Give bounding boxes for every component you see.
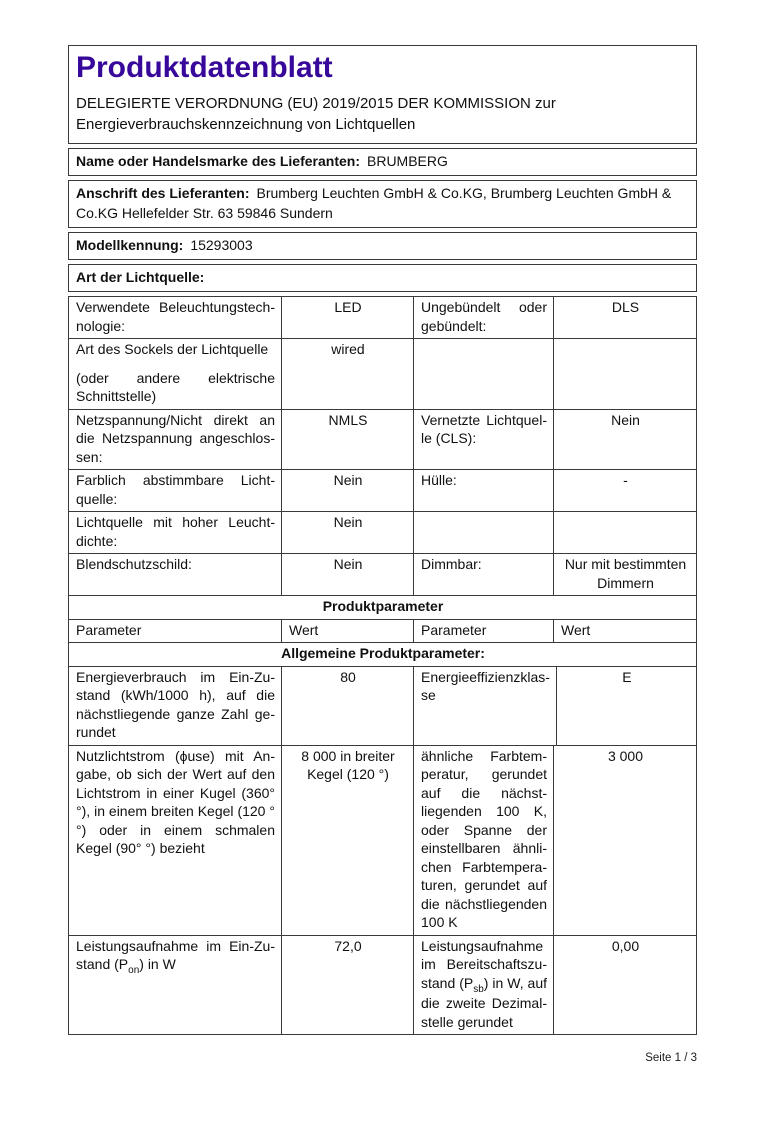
- param-cell: Dimmbar:: [413, 554, 553, 595]
- light-source-type-row: [68, 264, 697, 292]
- param-cell: [69, 339, 281, 409]
- light-source-type-label: Art der Lichtquelle:: [76, 269, 205, 285]
- page-title: Produktdatenblatt: [76, 51, 333, 84]
- param-text: ) in W, auf die zweite Dezimalstelle gerundet: [421, 974, 548, 1030]
- param-cell: Lichtquelle mit hoher Leuchtdichte:: [76, 514, 275, 549]
- value-cell: Nein: [281, 470, 413, 511]
- table-subsection-row: [69, 642, 696, 666]
- value-cell: Nein: [281, 554, 413, 595]
- table-section-row: [69, 595, 696, 619]
- value-cell: 72,0: [281, 936, 413, 1035]
- table-row-energy-consumption: [69, 666, 696, 745]
- param-cell: Energieverbrauch im Ein-Zustand (kWh/1000 h), auf die nächstliegende ganze Zahl gerundet: [76, 668, 275, 740]
- page-subtitle: DELEGIERTE VERORDNUNG (EU) 2019/2015 DER KOMMISSION zur Energieverbrauchskennzeichnung von Lichtquellen: [76, 95, 556, 133]
- value-cell: [553, 512, 696, 553]
- value-cell: 8 000 in breiter Kegel (120 °): [281, 746, 413, 935]
- param-cell: ähnliche Farbtemperatur, gerundet auf die nächstliegenden 100 K, oder Spanne der einstellbaren ähnlichen Farbtemperaturen, gerundet auf die nächstliegenden 100 K: [413, 746, 553, 935]
- table-row-colour-tunable: [69, 469, 696, 511]
- param-text: ) in W: [139, 956, 176, 972]
- table-header-row: [69, 619, 696, 643]
- column-header-wert: Wert: [553, 620, 696, 643]
- table-row-technology: [69, 297, 696, 338]
- column-header-parameter: Parameter: [76, 621, 142, 638]
- value-cell: 3 000: [553, 746, 696, 935]
- page-number: Seite 1 / 3: [645, 1052, 697, 1065]
- value-cell: DLS: [553, 297, 696, 338]
- param-cell: [413, 339, 553, 409]
- supplier-address-label: Anschrift des Lieferanten:: [76, 185, 250, 201]
- document-page: [68, 45, 697, 1064]
- value-cell: Nein: [281, 512, 413, 553]
- value-cell: E: [556, 667, 696, 745]
- value-cell: Nein: [553, 410, 696, 470]
- param-cell: Ungebündelt oder gebündelt:: [413, 297, 553, 338]
- supplier-name-row: [68, 148, 697, 176]
- supplier-address-row: [68, 180, 697, 228]
- supplier-name-label: Name oder Handelsmarke des Lieferanten:: [76, 153, 360, 169]
- table-row-mains-voltage: [69, 409, 696, 470]
- param-cell: Verwendete Beleuchtungstechnologie:: [76, 299, 275, 334]
- param-cell: [69, 936, 281, 1035]
- table-row-power-on-state: [69, 935, 696, 1035]
- param-text: Leistungsaufnahme im Bereitschaftszustand (P: [421, 937, 547, 991]
- value-cell: 0,00: [553, 936, 696, 1035]
- table-row-socket: [69, 338, 696, 409]
- table-row-high-luminance: [69, 511, 696, 553]
- model-id-label: Modellkennung:: [76, 237, 184, 253]
- subscript-on: on: [128, 964, 140, 976]
- value-cell: LED: [281, 297, 413, 338]
- value-cell: -: [553, 470, 696, 511]
- title-section: [68, 45, 697, 144]
- param-cell: Vernetzte Lichtquelle (CLS):: [413, 410, 553, 470]
- model-id-row: [68, 232, 697, 260]
- param-cell: Farblich abstimmbare Lichtquelle:: [76, 472, 275, 507]
- value-cell: Nur mit bestimmten Dimmern: [553, 554, 696, 595]
- subsection-title-allgemeine: Allgemeine Produktparameter:: [281, 645, 485, 661]
- subscript-sb: sb: [473, 983, 484, 995]
- param-cell: Netzspannung/Nicht direkt an die Netzspannung angeschlossen:: [76, 411, 275, 465]
- param-paragraph-1: Art des Sockels der Lichtquelle: [76, 341, 269, 357]
- value-cell: 80: [281, 667, 413, 745]
- param-cell: Energieeffizienzklasse: [413, 667, 556, 745]
- section-title-produktparameter: Produktparameter: [322, 598, 444, 614]
- param-cell: [413, 936, 553, 1035]
- value-cell: wired: [281, 339, 413, 409]
- supplier-address-value: Brumberg Leuchten GmbH & Co.KG, Brumberg Leuchten GmbH & Co.KG Hellefelder Str. 63 59846 Sundern: [76, 185, 672, 221]
- parameters-table: [68, 296, 697, 1035]
- column-header-wert: Wert: [281, 620, 413, 643]
- table-row-useful-luminous-flux: [69, 745, 696, 935]
- param-text: Leistungsaufnahme im Ein-Zustand (P: [76, 937, 275, 972]
- table-row-anti-glare: [69, 553, 696, 595]
- param-cell: Hülle:: [413, 470, 553, 511]
- param-cell: Blendschutzschild:: [76, 556, 192, 572]
- column-header-parameter: Parameter: [413, 620, 553, 643]
- value-cell: NMLS: [281, 410, 413, 470]
- param-cell: [413, 512, 553, 553]
- param-cell: Nutzlichtstrom (ϕuse) mit Angabe, ob sich der Wert auf den Lichtstrom in einer Kugel (360° °), in einem breiten Kegel (120 °°) oder in einem schmalen Kegel (90° °) bezieht: [76, 747, 275, 856]
- supplier-name-value: BRUMBERG: [367, 153, 448, 169]
- param-paragraph-2: (oder andere elektrische Schnittstelle): [76, 369, 275, 404]
- model-id-value: 15293003: [190, 237, 253, 253]
- value-cell: [553, 339, 696, 409]
